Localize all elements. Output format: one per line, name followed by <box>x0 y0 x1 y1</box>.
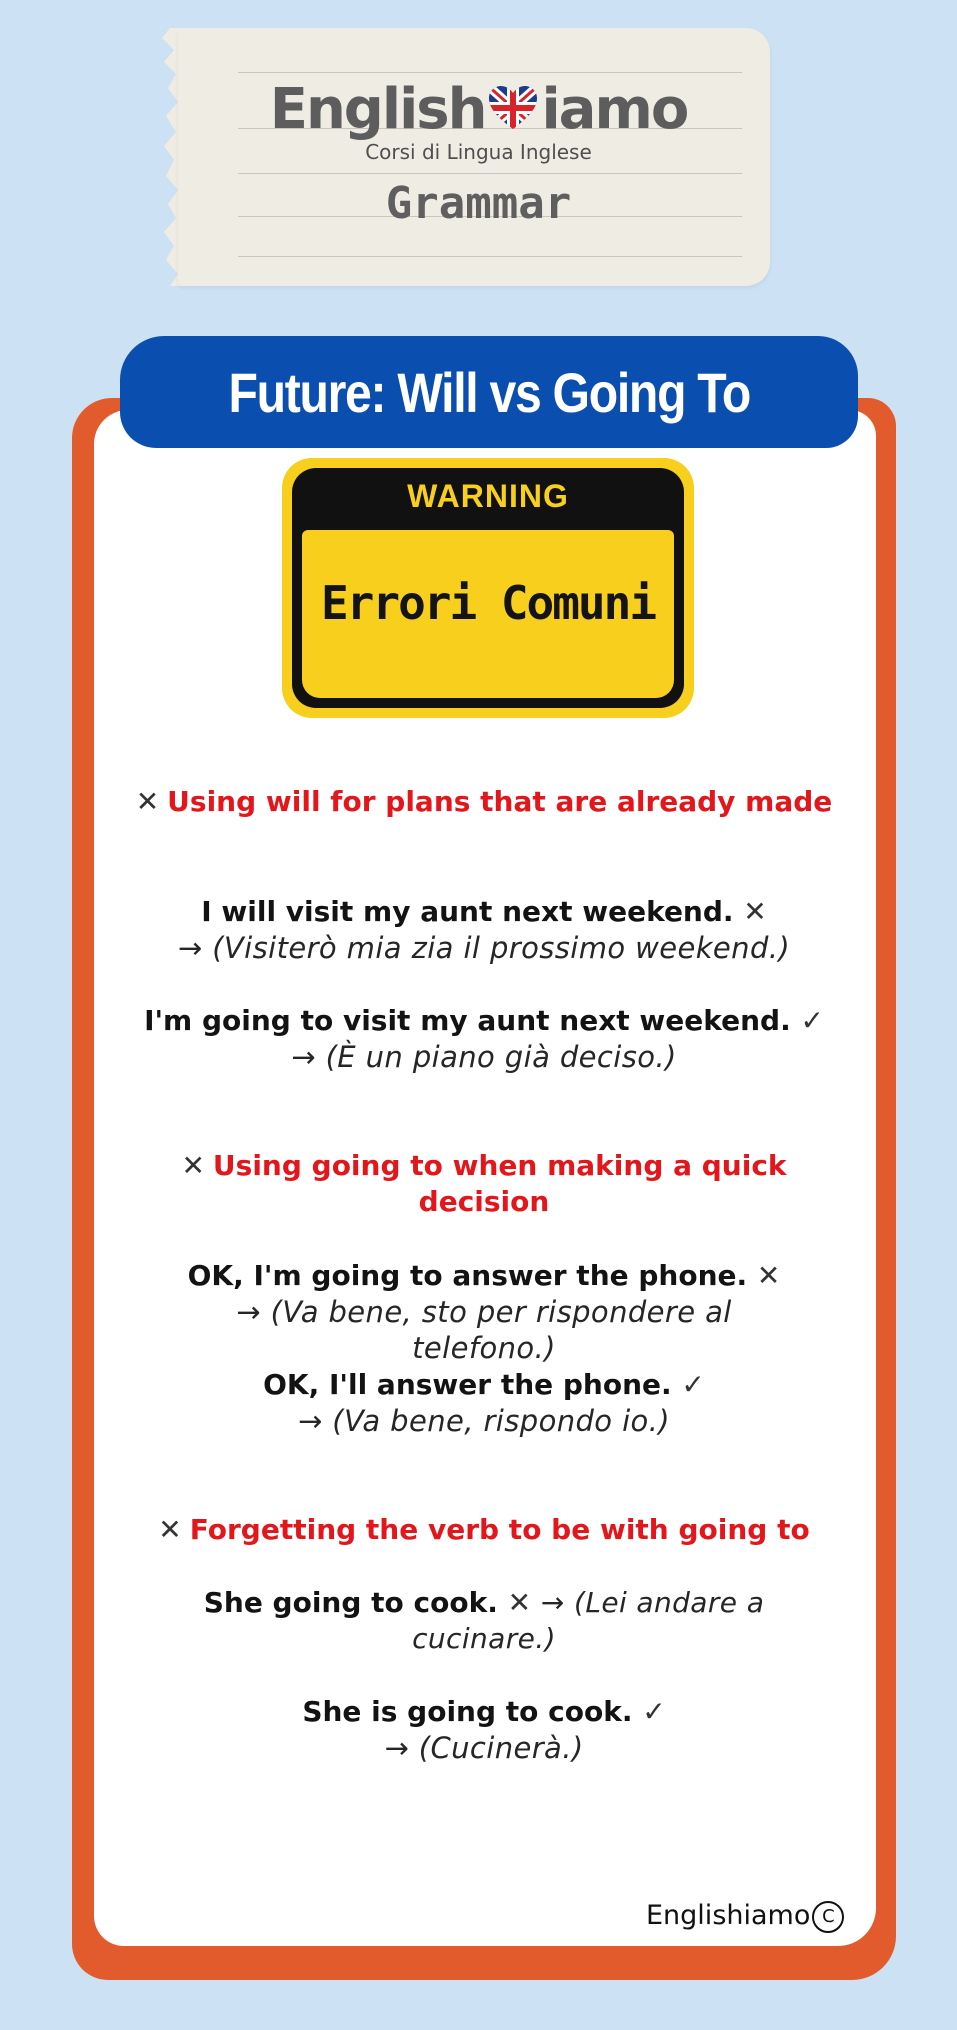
logo-wordmark <box>269 77 688 142</box>
example-sentence <box>184 1258 784 1294</box>
example-sentence <box>134 1367 834 1403</box>
check-icon: ✓ <box>642 1695 666 1728</box>
section-label: Grammar <box>385 178 572 229</box>
example-translation: → (Cucinerà.) <box>384 1731 584 1765</box>
example-translation: → (Va bene, rispondo io.) <box>297 1404 671 1438</box>
example-2-wrong <box>184 1258 784 1366</box>
footer-brand <box>646 1900 844 1933</box>
error-section-3 <box>134 1512 834 1548</box>
title-banner <box>120 336 858 448</box>
warning-label: WARNING <box>407 478 569 514</box>
error-heading-text: Forgetting the verb to be with going to <box>189 1513 810 1546</box>
logo-left: English <box>269 77 486 142</box>
page-title: Future: Will vs Going To <box>228 360 750 424</box>
example-sentence-text: I'm going to visit my aunt next weekend. <box>144 1004 791 1037</box>
example-translation: → (Visiterò mia zia il prossimo weekend.) <box>177 931 791 965</box>
example-translation: → (È un piano già deciso.) <box>291 1040 677 1074</box>
cross-icon: ✕ <box>181 1149 205 1182</box>
copyright-icon: C <box>812 1901 844 1933</box>
example-2-right <box>134 1367 834 1439</box>
error-heading <box>134 1512 834 1548</box>
example-1-right <box>124 1003 844 1075</box>
example-sentence <box>124 1003 844 1039</box>
warning-text: Errori Comuni <box>320 576 656 630</box>
logo <box>0 77 957 142</box>
error-heading <box>134 784 834 820</box>
logo-subtitle: Corsi di Lingua Inglese <box>365 140 592 164</box>
example-3-wrong <box>194 1585 774 1657</box>
example-translation: → (Lei andare a cucinare.) <box>412 1586 765 1655</box>
example-sentence-text: She going to cook. <box>203 1586 498 1619</box>
check-icon: ✓ <box>800 1004 824 1037</box>
cross-icon: ✕ <box>756 1259 781 1292</box>
uk-flag-heart-icon <box>487 85 539 131</box>
example-sentence <box>134 1694 834 1730</box>
error-heading <box>134 1148 834 1220</box>
example-sentence-text: She is going to cook. <box>302 1695 633 1728</box>
example-3-right <box>134 1694 834 1766</box>
example-sentence-text: OK, I'm going to answer the phone. <box>187 1259 748 1292</box>
check-icon: ✓ <box>681 1368 705 1401</box>
example-sentence <box>194 1585 774 1657</box>
example-1-wrong <box>134 894 834 966</box>
cross-icon: ✕ <box>158 1513 182 1546</box>
example-sentence-text: OK, I'll answer the phone. <box>263 1368 672 1401</box>
cross-icon: ✕ <box>743 895 767 928</box>
cross-icon: ✕ <box>135 785 160 818</box>
cross-icon: ✕ <box>507 1586 532 1619</box>
example-sentence <box>134 894 834 930</box>
error-heading-text: Using going to when making a quick decision <box>212 1149 787 1218</box>
error-section-2 <box>134 1148 834 1220</box>
error-section-1 <box>134 784 834 820</box>
example-translation: → (Va bene, sto per rispondere al telefono.) <box>236 1295 732 1365</box>
error-heading-text: Using will for plans that are already made <box>167 785 833 818</box>
footer-brand-text: Englishiamo <box>646 1900 811 1931</box>
logo-right: iamo <box>541 77 688 142</box>
example-sentence-text: I will visit my aunt next weekend. <box>201 895 734 928</box>
